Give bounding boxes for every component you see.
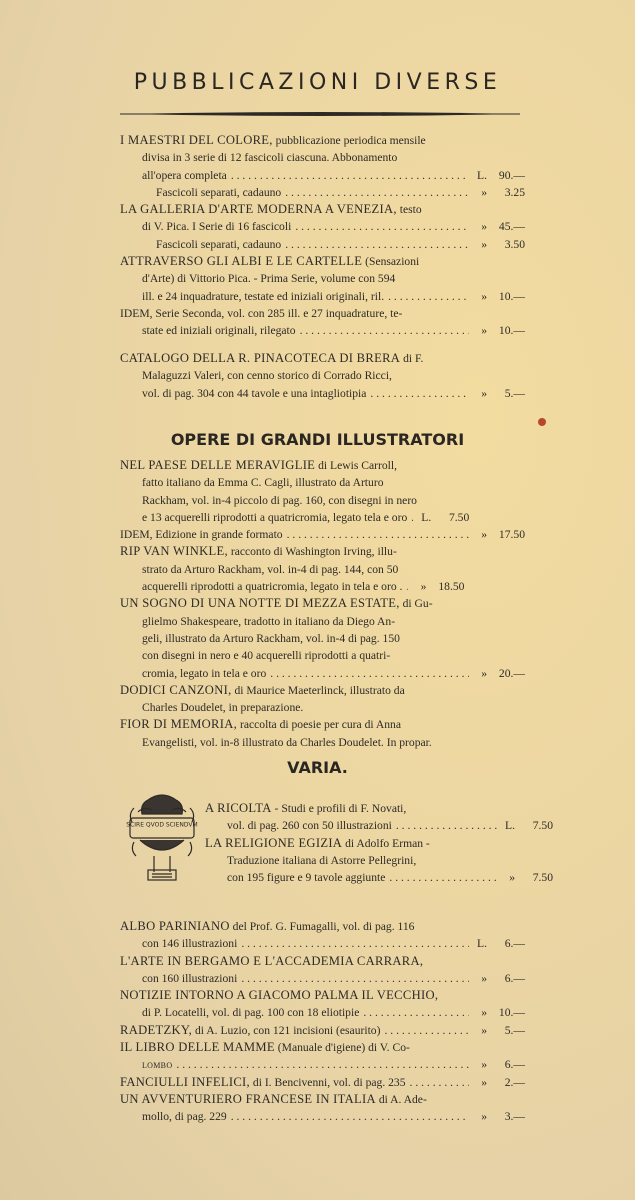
list-item: acquerelli riprodotti a quatricromia, legato in tela e oro . . . . » 18.50 xyxy=(120,578,525,595)
section-title-opere: OPERE DI GRANDI ILLUSTRATORI xyxy=(170,430,465,449)
ornament-dot xyxy=(538,418,546,426)
list-item: Rackham, vol. in-4 piccolo di pag. 160, con disegni in nero xyxy=(142,493,417,507)
misc-publications-list xyxy=(120,918,525,1126)
title-divider xyxy=(120,110,520,118)
list-item: fatto italiano da Emma C. Cagli, illustrato da Arturo xyxy=(142,476,384,490)
list-item: DODICI CANZONI, di Maurice Maeterlinck, illustrato da xyxy=(120,682,405,697)
list-item: di V. Pica. I Serie di 16 fascicoli . . . » 45.— xyxy=(120,218,525,235)
list-item: ill. e 24 inquadrature, testate ed iniziali originali, ril. . . . » 10.— xyxy=(120,288,525,305)
list-item: IDEM, Serie Seconda, vol. con 285 ill. e 27 inquadrature, te- xyxy=(120,306,403,320)
list-item: glielmo Shakespeare, tradotto in italiano da Diego An- xyxy=(142,614,396,628)
art-publications-list xyxy=(120,132,525,340)
illustrators-list xyxy=(120,457,525,751)
emblem-motto: SCIRE QVOD SCIENDVM xyxy=(126,821,198,829)
list-item: ATTRAVERSO GLI ALBI E LE CARTELLE (Sensazioni xyxy=(120,254,420,269)
list-item: UN SOGNO DI UNA NOTTE DI MEZZA ESTATE, di Gu- xyxy=(120,596,433,611)
list-item: vol. di pag. 304 con 44 tavole e una intagliotipia . . . » 5.— xyxy=(120,385,525,402)
list-item: CATALOGO DELLA R. PINACOTECA DI BRERA di F. xyxy=(120,351,424,365)
list-item: RADETZKY, di A. Luzio, con 121 incisioni (esaurito) . . . » 5.— xyxy=(120,1022,525,1039)
list-item: divisa in 3 serie di 12 fascicoli ciascuna. Abbonamento xyxy=(142,151,398,165)
list-item: con disegni in nero e 40 acquerelli riprodotti a quatri- xyxy=(142,649,391,663)
list-item: IL LIBRO DELLE MAMME (Manuale d'igiene) di V. Co- xyxy=(120,1040,410,1055)
page-title: PUBBLICAZIONI DIVERSE xyxy=(133,70,502,95)
list-item: d'Arte) di Vittorio Pica. - Prima Serie, volume con 594 xyxy=(142,272,396,286)
list-item: Charles Doudelet, in preparazione. xyxy=(142,701,304,715)
list-item: di P. Locatelli, vol. di pag. 100 con 18 eliotipie . . . » 10.— xyxy=(120,1004,525,1021)
list-item: FIOR DI MEMORIA, raccolta di poesie per cura di Anna xyxy=(120,717,401,732)
list-item: IDEM, Edizione in grande formato . . . » 17.50 xyxy=(120,526,525,543)
list-item: strato da Arturo Rackham, vol. in-4 di pag. 144, con 50 xyxy=(142,562,399,576)
list-item: LA GALLERIA D'ARTE MODERNA A VENEZIA, testo xyxy=(120,202,422,217)
list-item: L'ARTE IN BERGAMO E L'ACCADEMIA CARRARA, xyxy=(120,953,424,968)
list-item: Malaguzzi Valeri, con cenno storico di Corrado Ricci, xyxy=(142,369,392,383)
list-item: mollo, di pag. 229 . . . » 3.— xyxy=(120,1108,525,1125)
list-item: vol. di pag. 260 con 50 illustrazioni . . . L. 7.50 xyxy=(205,817,553,834)
list-item: Fascicoli separati, cadauno . . . » 3.50 xyxy=(120,236,525,253)
list-item: geli, illustrato da Arturo Rackham, vol. in-4 di pag. 150 xyxy=(142,631,400,645)
list-item: all'opera completa . . . L. 90.— xyxy=(120,167,525,184)
list-item: NEL PAESE DELLE MERAVIGLIE di Lewis Carroll, xyxy=(120,458,397,472)
list-item: Traduzione italiana di Astorre Pellegrini, xyxy=(227,853,417,867)
list-item: NOTIZIE INTORNO A GIACOMO PALMA IL VECCHIO, xyxy=(120,988,439,1003)
list-item: con 146 illustrazioni . . . L. 6.— xyxy=(120,935,525,952)
varia-list xyxy=(205,800,553,886)
list-item: UN AVVENTURIERO FRANCESE IN ITALIA di A. Ade- xyxy=(120,1091,427,1106)
list-item: FANCIULLI INFELICI, di I. Bencivenni, vol. di pag. 235 . . . » 2.— xyxy=(120,1074,525,1091)
list-item: con 160 illustrazioni . . . » 6.— xyxy=(120,970,525,987)
list-item: I MAESTRI DEL COLORE, pubblicazione periodica mensile xyxy=(120,133,426,147)
list-item: e 13 acquerelli riprodotti a quatricromia, legato tela e oro . . . L. 7.50 xyxy=(120,509,525,526)
section-title-varia: VARIA. xyxy=(287,758,348,777)
list-item: state ed iniziali originali, rilegato . . . » 10.— xyxy=(120,322,525,339)
list-item: cromia, legato in tela e oro . . . » 20.— xyxy=(120,665,525,682)
brera-catalog-entry xyxy=(120,350,525,402)
list-item: A RICOLTA - Studi e profili di F. Novati, xyxy=(205,801,407,815)
list-item: con 195 figure e 9 tavole aggiunte . . . » 7.50 xyxy=(205,869,553,886)
list-item: LA RELIGIONE EGIZIA di Adolfo Erman - xyxy=(205,835,430,850)
list-item: Evangelisti, vol. in-8 illustrato da Charles Doudelet. In propar. xyxy=(142,735,432,749)
list-item: RIP VAN WINKLE, racconto di Washington Irving, illu- xyxy=(120,544,397,559)
list-item: lombo . . . » 6.— xyxy=(120,1056,525,1073)
list-item: ALBO PARINIANO del Prof. G. Fumagalli, vol. di pag. 116 xyxy=(120,919,415,933)
list-item: Fascicoli separati, cadauno . . . » 3.25 xyxy=(120,184,525,201)
scire-quod-sciendum-emblem xyxy=(124,790,200,890)
